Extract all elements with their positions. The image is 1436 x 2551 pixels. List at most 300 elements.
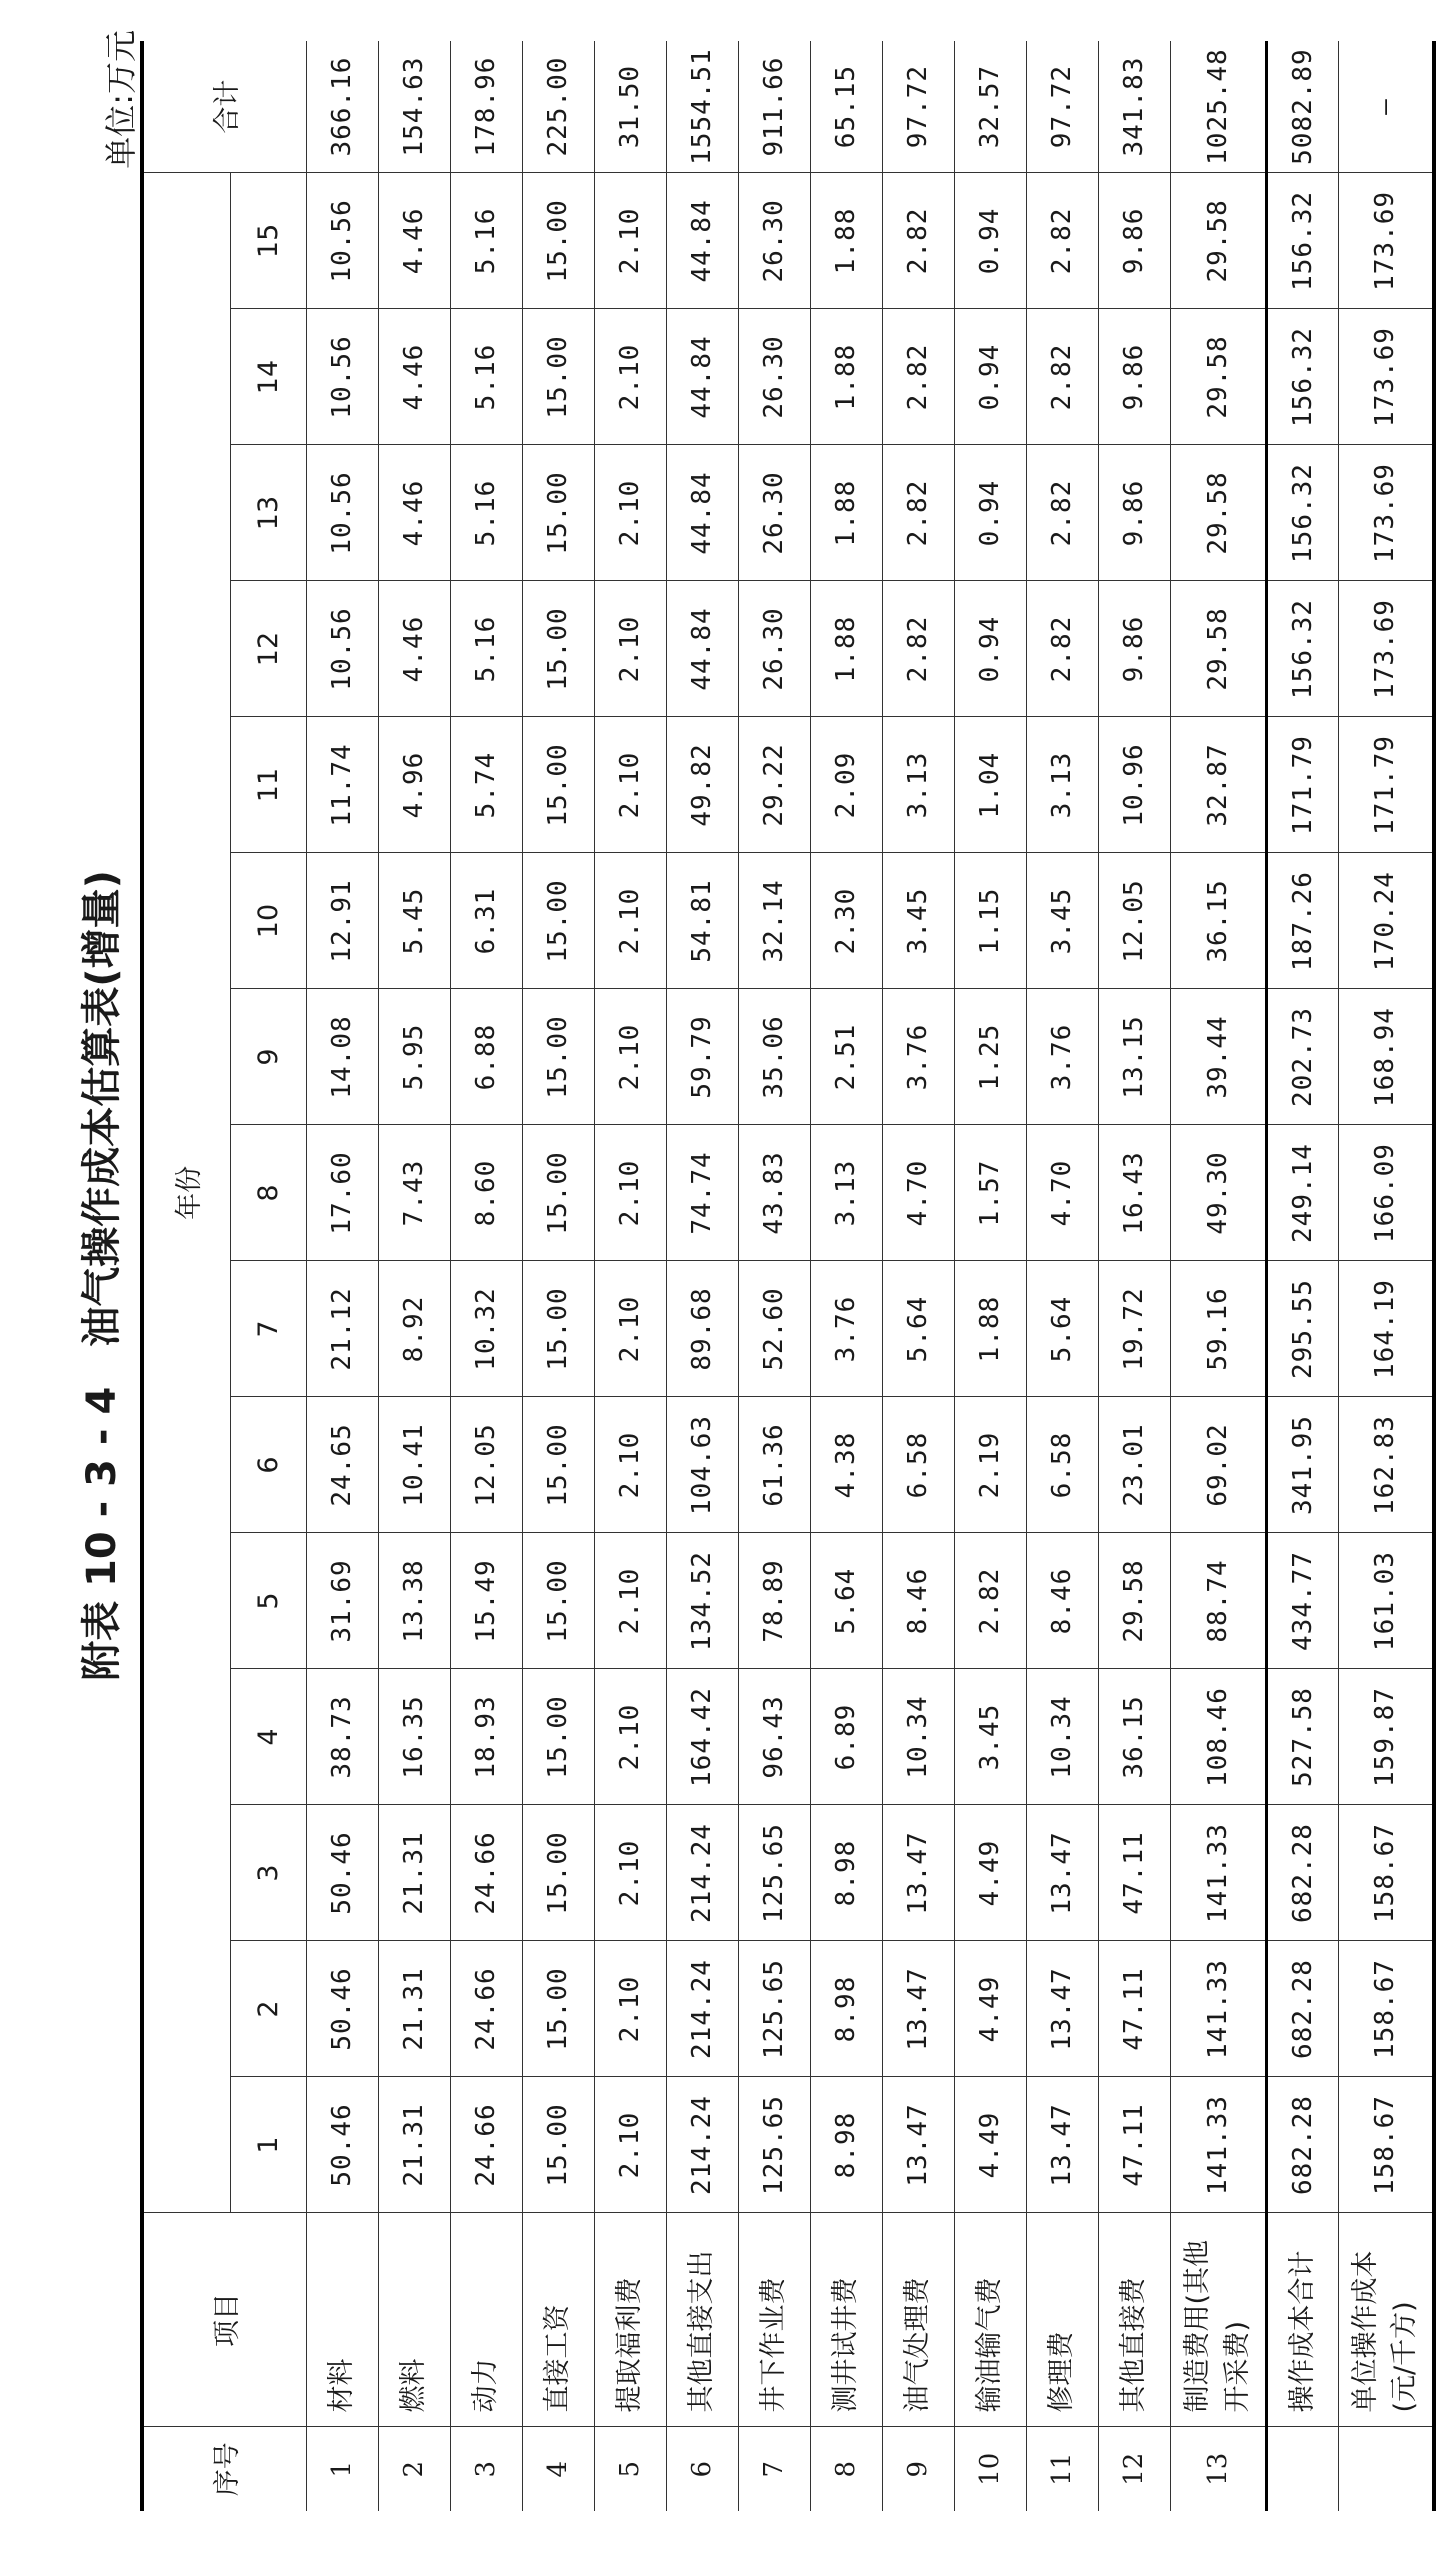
table-row — [810, 41, 882, 2511]
row-item: 动力 — [450, 2213, 522, 2427]
row-value: 2.10 — [594, 445, 666, 581]
row-item: 操作成本合计 — [1266, 2213, 1338, 2427]
row-value: 156.32 — [1266, 581, 1338, 717]
row-value: 13.38 — [378, 1533, 450, 1669]
row-value: 50.46 — [306, 1805, 378, 1941]
row-value: 3.76 — [882, 989, 954, 1125]
table-row — [594, 41, 666, 2511]
row-value: 59.79 — [666, 989, 738, 1125]
row-value: 54.81 — [666, 853, 738, 989]
row-value: 52.60 — [738, 1261, 810, 1397]
row-value: 19.72 — [1098, 1261, 1170, 1397]
row-value: 125.65 — [738, 2077, 810, 2213]
row-value: 6.58 — [882, 1397, 954, 1533]
row-value: 5.64 — [882, 1261, 954, 1397]
row-value: 159.87 — [1338, 1669, 1434, 1805]
table-body — [306, 41, 1434, 2511]
row-value: 6.58 — [1026, 1397, 1098, 1533]
row-value: 10.56 — [306, 173, 378, 309]
row-value: 434.77 — [1266, 1533, 1338, 1669]
header-year: 2 — [230, 1941, 306, 2077]
row-value: 2.10 — [594, 1533, 666, 1669]
row-value: 5.16 — [450, 173, 522, 309]
row-value: 2.10 — [594, 1805, 666, 1941]
row-value: 2.10 — [594, 1941, 666, 2077]
row-value: 4.49 — [954, 1805, 1026, 1941]
row-value: 2.19 — [954, 1397, 1026, 1533]
row-value: 14.08 — [306, 989, 378, 1125]
row-value: 214.24 — [666, 1941, 738, 2077]
row-value: 5.45 — [378, 853, 450, 989]
row-value: 3.45 — [954, 1669, 1026, 1805]
row-value: 4.46 — [378, 173, 450, 309]
row-item: 材料 — [306, 2213, 378, 2427]
row-value: 158.67 — [1338, 1941, 1434, 2077]
row-value: 2.10 — [594, 1125, 666, 1261]
row-value: 18.93 — [450, 1669, 522, 1805]
row-value: 15.00 — [522, 1261, 594, 1397]
row-value: 1.88 — [954, 1261, 1026, 1397]
row-value: 5.16 — [450, 581, 522, 717]
row-value: 29.58 — [1170, 445, 1266, 581]
row-value: 173.69 — [1338, 581, 1434, 717]
row-value: 170.24 — [1338, 853, 1434, 989]
row-item: 测井试井费 — [810, 2213, 882, 2427]
row-seq: 1 — [306, 2427, 378, 2511]
row-value: 44.84 — [666, 581, 738, 717]
row-value: 3.76 — [1026, 989, 1098, 1125]
row-value: 10.56 — [306, 581, 378, 717]
row-value: 173.69 — [1338, 309, 1434, 445]
row-value: 15.00 — [522, 173, 594, 309]
row-value: 10.56 — [306, 445, 378, 581]
row-total: 65.15 — [810, 41, 882, 173]
header-year: 10 — [230, 853, 306, 989]
row-value: 161.03 — [1338, 1533, 1434, 1669]
row-value: 125.65 — [738, 1805, 810, 1941]
row-value: 78.89 — [738, 1533, 810, 1669]
row-value: 5.16 — [450, 445, 522, 581]
row-value: 26.30 — [738, 173, 810, 309]
row-value: 15.00 — [522, 2077, 594, 2213]
row-value: 36.15 — [1098, 1669, 1170, 1805]
row-value: 24.66 — [450, 1805, 522, 1941]
row-value: 2.10 — [594, 581, 666, 717]
row-value: 341.95 — [1266, 1397, 1338, 1533]
row-value: 1.25 — [954, 989, 1026, 1125]
row-value: 173.69 — [1338, 173, 1434, 309]
row-value: 249.14 — [1266, 1125, 1338, 1261]
header-total: 合计 — [142, 41, 306, 173]
row-value: 168.94 — [1338, 989, 1434, 1125]
row-value: 31.69 — [306, 1533, 378, 1669]
row-value: 21.12 — [306, 1261, 378, 1397]
row-value: 15.00 — [522, 309, 594, 445]
header-year: 12 — [230, 581, 306, 717]
row-value: 29.58 — [1170, 309, 1266, 445]
table-row — [1098, 41, 1170, 2511]
row-value: 141.33 — [1170, 2077, 1266, 2213]
row-value: 8.60 — [450, 1125, 522, 1261]
row-seq: 8 — [810, 2427, 882, 2511]
row-value: 214.24 — [666, 1805, 738, 1941]
row-item: 直接工资 — [522, 2213, 594, 2427]
row-value: 2.10 — [594, 1397, 666, 1533]
row-item: 燃料 — [378, 2213, 450, 2427]
row-value: 3.13 — [810, 1125, 882, 1261]
row-value: 2.82 — [1026, 309, 1098, 445]
row-value: 16.35 — [378, 1669, 450, 1805]
row-value: 12.05 — [1098, 853, 1170, 989]
row-value: 2.10 — [594, 309, 666, 445]
row-value: 1.88 — [810, 309, 882, 445]
row-value: 682.28 — [1266, 2077, 1338, 2213]
row-value: 12.05 — [450, 1397, 522, 1533]
row-value: 13.15 — [1098, 989, 1170, 1125]
row-value: 15.00 — [522, 1125, 594, 1261]
row-seq: 13 — [1170, 2427, 1266, 2511]
row-value: 15.00 — [522, 853, 594, 989]
row-value: 24.66 — [450, 1941, 522, 2077]
row-value: 2.10 — [594, 1669, 666, 1805]
row-total: 154.63 — [378, 41, 450, 173]
row-value: 173.69 — [1338, 445, 1434, 581]
row-value: 3.76 — [810, 1261, 882, 1397]
row-value: 29.58 — [1170, 173, 1266, 309]
row-value: 13.47 — [882, 2077, 954, 2213]
row-value: 1.88 — [810, 445, 882, 581]
header-year: 8 — [230, 1125, 306, 1261]
row-value: 15.00 — [522, 581, 594, 717]
row-value: 26.30 — [738, 309, 810, 445]
row-value: 13.47 — [1026, 2077, 1098, 2213]
row-seq: 10 — [954, 2427, 1026, 2511]
row-value: 156.32 — [1266, 173, 1338, 309]
row-value: 10.41 — [378, 1397, 450, 1533]
table-row — [306, 41, 378, 2511]
row-value: 141.33 — [1170, 1941, 1266, 2077]
header-item: 项目 — [142, 2213, 306, 2427]
row-value: 15.00 — [522, 1669, 594, 1805]
row-value: 7.43 — [378, 1125, 450, 1261]
row-seq: 7 — [738, 2427, 810, 2511]
row-seq — [1266, 2427, 1338, 2511]
row-value: 2.10 — [594, 717, 666, 853]
row-item: 井下作业费 — [738, 2213, 810, 2427]
table-row — [378, 41, 450, 2511]
row-value: 1.04 — [954, 717, 1026, 853]
row-value: 9.86 — [1098, 173, 1170, 309]
row-value: 1.15 — [954, 853, 1026, 989]
row-value: 44.84 — [666, 309, 738, 445]
row-value: 59.16 — [1170, 1261, 1266, 1397]
row-value: 202.73 — [1266, 989, 1338, 1125]
row-value: 61.36 — [738, 1397, 810, 1533]
row-value: 1.57 — [954, 1125, 1026, 1261]
row-total: 911.66 — [738, 41, 810, 173]
row-value: 9.86 — [1098, 581, 1170, 717]
row-value: 8.98 — [810, 2077, 882, 2213]
row-seq: 11 — [1026, 2427, 1098, 2511]
row-total: 5082.89 — [1266, 41, 1338, 173]
row-value: 4.49 — [954, 2077, 1026, 2213]
unit-label: 单位:万元 — [102, 30, 140, 169]
row-value: 158.67 — [1338, 1805, 1434, 1941]
row-value: 15.00 — [522, 989, 594, 1125]
row-value: 74.74 — [666, 1125, 738, 1261]
row-value: 0.94 — [954, 581, 1026, 717]
header-year: 3 — [230, 1805, 306, 1941]
row-seq: 3 — [450, 2427, 522, 2511]
row-value: 15.00 — [522, 1805, 594, 1941]
row-value: 15.00 — [522, 1941, 594, 2077]
row-value: 10.56 — [306, 309, 378, 445]
table-row — [522, 41, 594, 2511]
row-value: 214.24 — [666, 2077, 738, 2213]
row-value: 2.10 — [594, 989, 666, 1125]
row-item: 其他直接支出 — [666, 2213, 738, 2427]
row-value: 11.74 — [306, 717, 378, 853]
row-value: 6.88 — [450, 989, 522, 1125]
row-total: 31.50 — [594, 41, 666, 173]
row-value: 4.70 — [882, 1125, 954, 1261]
row-total: 1554.51 — [666, 41, 738, 173]
header-year: 11 — [230, 717, 306, 853]
row-value: 15.00 — [522, 717, 594, 853]
row-value: 0.94 — [954, 445, 1026, 581]
row-value: 156.32 — [1266, 445, 1338, 581]
header-year: 6 — [230, 1397, 306, 1533]
row-value: 29.58 — [1098, 1533, 1170, 1669]
header-year: 5 — [230, 1533, 306, 1669]
row-value: 36.15 — [1170, 853, 1266, 989]
row-value: 10.32 — [450, 1261, 522, 1397]
row-value: 2.10 — [594, 2077, 666, 2213]
row-value: 682.28 — [1266, 1805, 1338, 1941]
row-value: 39.44 — [1170, 989, 1266, 1125]
row-seq: 6 — [666, 2427, 738, 2511]
row-value: 171.79 — [1338, 717, 1434, 853]
row-value: 2.10 — [594, 1261, 666, 1397]
row-item: 其他直接费 — [1098, 2213, 1170, 2427]
row-value: 5.16 — [450, 309, 522, 445]
row-item: 修理费 — [1026, 2213, 1098, 2427]
table-title: 附表 10 - 3 - 4 油气操作成本估算表(增量) — [79, 870, 125, 1681]
row-item: 制造费用(其他开采费) — [1170, 2213, 1266, 2427]
row-value: 4.46 — [378, 309, 450, 445]
row-value: 2.82 — [1026, 581, 1098, 717]
table-row — [954, 41, 1026, 2511]
row-value: 4.49 — [954, 1941, 1026, 2077]
row-value: 38.73 — [306, 1669, 378, 1805]
row-value: 164.19 — [1338, 1261, 1434, 1397]
row-value: 15.00 — [522, 445, 594, 581]
row-value: 4.70 — [1026, 1125, 1098, 1261]
row-item: 单位操作成本(元/千方) — [1338, 2213, 1434, 2427]
row-value: 2.82 — [882, 581, 954, 717]
row-value: 50.46 — [306, 1941, 378, 2077]
header-year: 13 — [230, 445, 306, 581]
row-value: 2.82 — [882, 445, 954, 581]
row-value: 166.09 — [1338, 1125, 1434, 1261]
row-value: 10.34 — [882, 1669, 954, 1805]
header-year: 1 — [230, 2077, 306, 2213]
header-year: 9 — [230, 989, 306, 1125]
row-value: 2.09 — [810, 717, 882, 853]
row-value: 32.87 — [1170, 717, 1266, 853]
row-value: 6.31 — [450, 853, 522, 989]
row-value: 171.79 — [1266, 717, 1338, 853]
row-total: 32.57 — [954, 41, 1026, 173]
row-value: 10.96 — [1098, 717, 1170, 853]
table-row — [666, 41, 738, 2511]
row-value: 158.67 — [1338, 2077, 1434, 2213]
row-value: 3.45 — [882, 853, 954, 989]
row-value: 24.66 — [450, 2077, 522, 2213]
row-value: 8.98 — [810, 1941, 882, 2077]
row-value: 13.47 — [882, 1805, 954, 1941]
row-value: 13.47 — [1026, 1941, 1098, 2077]
row-value: 2.82 — [1026, 173, 1098, 309]
row-value: 8.46 — [882, 1533, 954, 1669]
row-value: 4.46 — [378, 581, 450, 717]
row-value: 26.30 — [738, 581, 810, 717]
row-value: 9.86 — [1098, 445, 1170, 581]
row-value: 15.00 — [522, 1533, 594, 1669]
row-value: 89.68 — [666, 1261, 738, 1397]
header-seq: 序号 — [142, 2427, 306, 2511]
row-value: 108.46 — [1170, 1669, 1266, 1805]
row-total: 366.16 — [306, 41, 378, 173]
row-value: 24.65 — [306, 1397, 378, 1533]
row-value: 29.58 — [1170, 581, 1266, 717]
row-item: 提取福利费 — [594, 2213, 666, 2427]
header-year: 4 — [230, 1669, 306, 1805]
header-year: 14 — [230, 309, 306, 445]
row-value: 29.22 — [738, 717, 810, 853]
row-value: 2.30 — [810, 853, 882, 989]
row-value: 164.42 — [666, 1669, 738, 1805]
row-value: 49.30 — [1170, 1125, 1266, 1261]
row-total: 97.72 — [882, 41, 954, 173]
row-value: 49.82 — [666, 717, 738, 853]
row-value: 187.26 — [1266, 853, 1338, 989]
row-seq: 12 — [1098, 2427, 1170, 2511]
table-row — [1170, 41, 1266, 2511]
row-value: 8.92 — [378, 1261, 450, 1397]
row-value: 15.49 — [450, 1533, 522, 1669]
row-value: 134.52 — [666, 1533, 738, 1669]
row-value: 35.06 — [738, 989, 810, 1125]
row-value: 5.64 — [1026, 1261, 1098, 1397]
row-value: 23.01 — [1098, 1397, 1170, 1533]
row-value: 141.33 — [1170, 1805, 1266, 1941]
row-seq: 9 — [882, 2427, 954, 2511]
row-value: 21.31 — [378, 2077, 450, 2213]
row-value: 2.51 — [810, 989, 882, 1125]
row-seq: 4 — [522, 2427, 594, 2511]
row-value: 13.47 — [882, 1941, 954, 2077]
row-value: 32.14 — [738, 853, 810, 989]
row-value: 6.89 — [810, 1669, 882, 1805]
row-value: 1.88 — [810, 581, 882, 717]
row-seq — [1338, 2427, 1434, 2511]
row-value: 96.43 — [738, 1669, 810, 1805]
row-value: 88.74 — [1170, 1533, 1266, 1669]
row-value: 125.65 — [738, 1941, 810, 2077]
row-value: 12.91 — [306, 853, 378, 989]
row-value: 3.45 — [1026, 853, 1098, 989]
row-value: 3.13 — [882, 717, 954, 853]
row-value: 21.31 — [378, 1941, 450, 2077]
row-value: 3.13 — [1026, 717, 1098, 853]
row-value: 4.38 — [810, 1397, 882, 1533]
row-value: 8.46 — [1026, 1533, 1098, 1669]
row-value: 44.84 — [666, 445, 738, 581]
row-value: 47.11 — [1098, 2077, 1170, 2213]
row-value: 5.74 — [450, 717, 522, 853]
row-value: 156.32 — [1266, 309, 1338, 445]
row-value: 26.30 — [738, 445, 810, 581]
row-value: 682.28 — [1266, 1941, 1338, 2077]
table-row — [1026, 41, 1098, 2511]
row-seq: 2 — [378, 2427, 450, 2511]
table-row — [738, 41, 810, 2511]
row-value: 1.88 — [810, 173, 882, 309]
row-item: 油气处理费 — [882, 2213, 954, 2427]
header-years-group: 年份 — [142, 173, 230, 2213]
row-value: 13.47 — [1026, 1805, 1098, 1941]
row-value: 47.11 — [1098, 1805, 1170, 1941]
header-year: 7 — [230, 1261, 306, 1397]
row-item: 输油输气费 — [954, 2213, 1026, 2427]
row-value: 9.86 — [1098, 309, 1170, 445]
row-value: 4.46 — [378, 445, 450, 581]
row-value: 43.83 — [738, 1125, 810, 1261]
row-value: 162.83 — [1338, 1397, 1434, 1533]
row-total: 341.83 — [1098, 41, 1170, 173]
header-years-row — [230, 41, 306, 2511]
row-value: 2.82 — [882, 309, 954, 445]
row-value: 2.10 — [594, 853, 666, 989]
row-value: 104.63 — [666, 1397, 738, 1533]
table-row — [882, 41, 954, 2511]
row-value: 527.58 — [1266, 1669, 1338, 1805]
row-value: 5.64 — [810, 1533, 882, 1669]
row-value: 0.94 — [954, 173, 1026, 309]
row-value: 47.11 — [1098, 1941, 1170, 2077]
table-row — [1338, 41, 1434, 2511]
cost-table — [140, 41, 1436, 2511]
row-value: 44.84 — [666, 173, 738, 309]
row-total: — — [1338, 41, 1434, 173]
row-total: 1025.48 — [1170, 41, 1266, 173]
row-value: 2.10 — [594, 173, 666, 309]
row-value: 2.82 — [954, 1533, 1026, 1669]
row-value: 10.34 — [1026, 1669, 1098, 1805]
row-value: 0.94 — [954, 309, 1026, 445]
row-seq: 5 — [594, 2427, 666, 2511]
row-value: 8.98 — [810, 1805, 882, 1941]
row-total: 97.72 — [1026, 41, 1098, 173]
table-row — [450, 41, 522, 2511]
row-value: 4.96 — [378, 717, 450, 853]
row-value: 2.82 — [1026, 445, 1098, 581]
table-row — [1266, 41, 1338, 2511]
row-total: 225.00 — [522, 41, 594, 173]
row-value: 5.95 — [378, 989, 450, 1125]
row-value: 17.60 — [306, 1125, 378, 1261]
